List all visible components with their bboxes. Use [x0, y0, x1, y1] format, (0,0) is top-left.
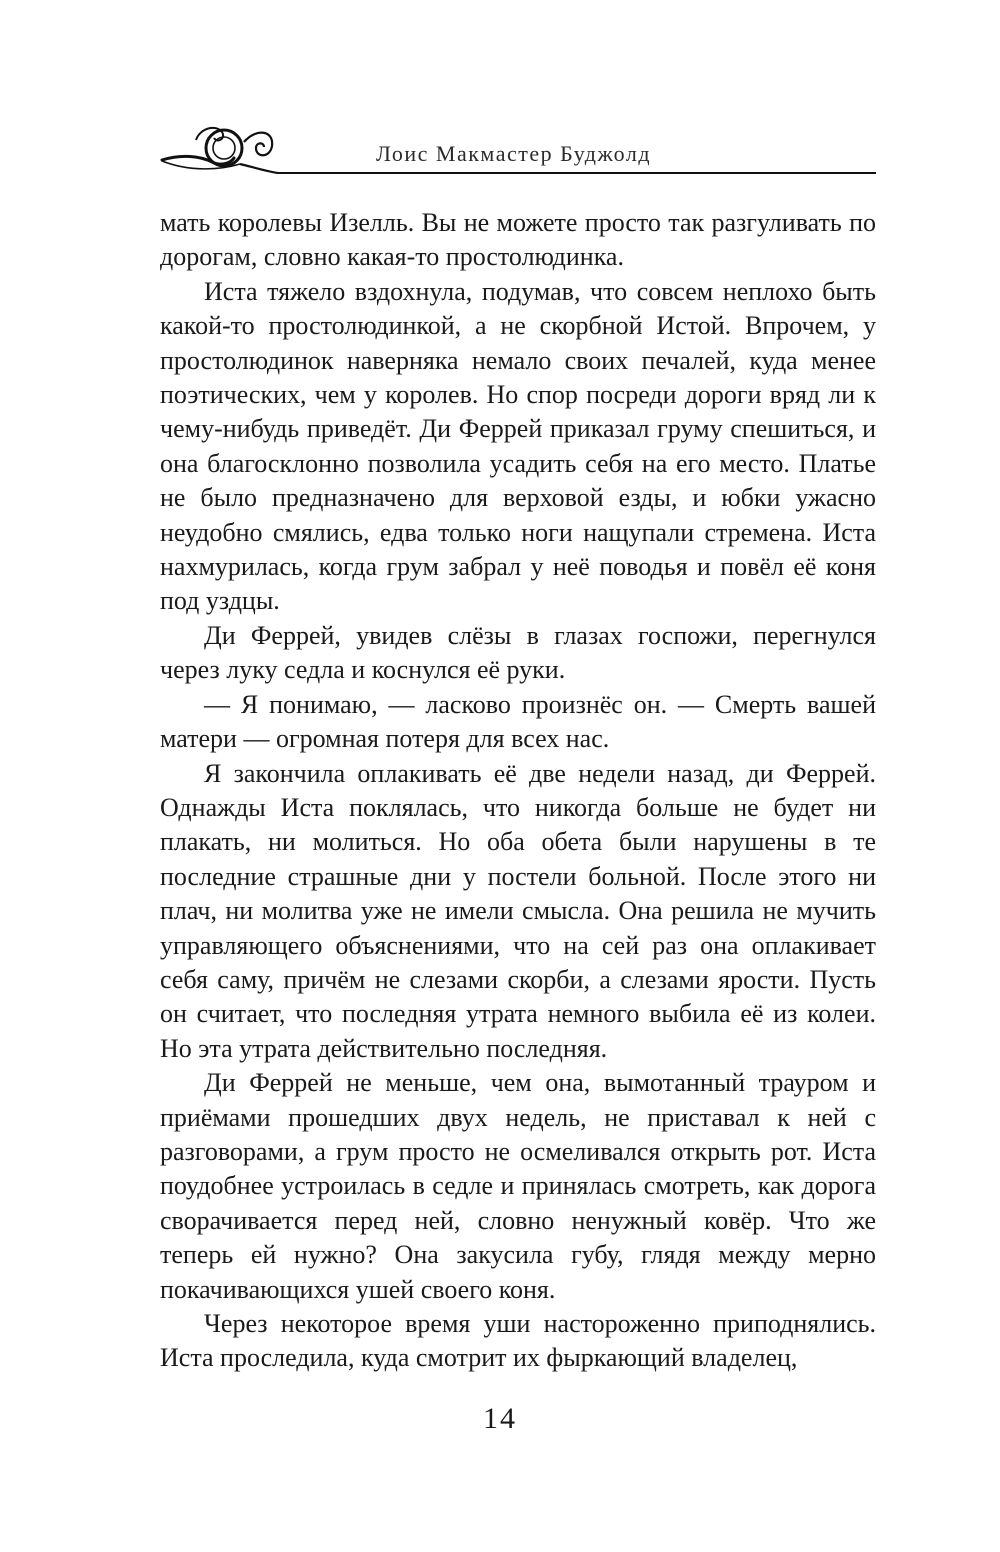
paragraph: Иста тяжело вздохнула, подумав, что совсем неплохо быть какой-то простолюдинкой, а не скорбной Истой. Впрочем, у простолюдинок наверняка немало своих печалей, куда менее поэтических, чем у королев. Но спор посреди дороги вряд ли к чему-нибудь приведёт. Ди Феррей приказал груму спешиться, и она благосклонно позволила усадить себя на его место. Платье не было предназначено для верховой езды, и юбки ужасно неудобно смялись, едва только ноги нащупали стремена. Иста нахмурилась, когда грум забрал у неё поводья и повёл её коня под уздцы. [160, 276, 876, 616]
running-head: Лоис Макмастер Буджолд [376, 141, 652, 166]
page-header [160, 120, 876, 180]
flourish-ornament-icon [160, 120, 285, 180]
paragraph: Через некоторое время уши настороженно приподнялись. Иста проследила, куда смотрит их фыркающий владелец, [160, 1309, 876, 1373]
page-number: 14 [483, 1402, 517, 1435]
paragraph: — Я понимаю, — ласково произнёс он. — Смерть вашей матери — огромная потеря для всех нас. [160, 689, 876, 754]
body-text [160, 206, 876, 1376]
paragraph: Ди Феррей не меньше, чем она, вымотанный трауром и приёмами прошедших двух недель, не приставал к ней с разговорами, а грум просто не осмеливался открыть рот. Иста поудобнее устроилась в седле и принялась смотреть, как дорога сворачивается перед ней, словно ненужный ковёр. Что же теперь ей нужно? Она закусила губу, глядя между мерно покачивающихся ушей своего коня. [160, 1068, 876, 1304]
paragraph: Ди Феррей, увидев слёзы в глазах госпожи, перегнулся через луку седла и коснулся её руки. [160, 620, 876, 685]
paragraph: Я закончила оплакивать её две недели назад, ди Феррей. Однажды Иста поклялась, что никогда больше не будет ни плакать, ни молиться. Но оба обета были нарушены в те последние страшные дни у постели больной. После этого ни плач, ни молитва уже не имели смысла. Она решила не мучить управляющего объяснениями, что на сей раз она оплакивает себя саму, причём не слезами скорби, а слезами ярости. Пусть он считает, что последняя утрата немного выбила её из колеи. Но эта утрата действительно последняя. [160, 758, 876, 1063]
header-rule [278, 172, 876, 174]
paragraph: мать королевы Изелль. Вы не можете просто так разгуливать по дорогам, словно какая-то простолюдинка. [160, 208, 876, 272]
